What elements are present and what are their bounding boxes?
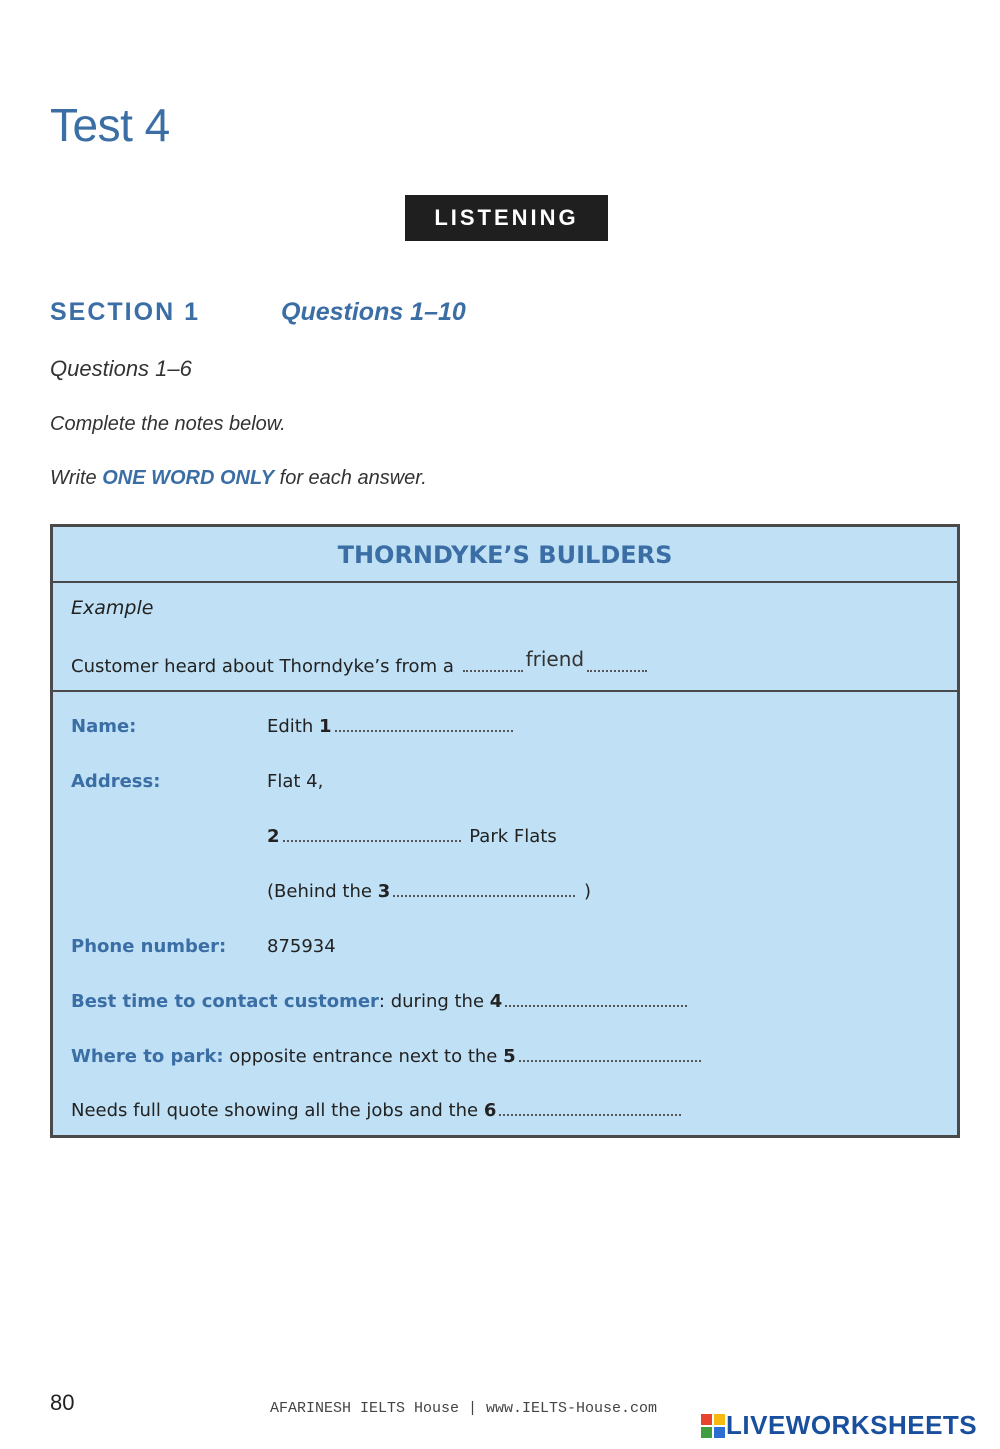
phone-value: 875934 [267, 936, 336, 957]
liveworksheets-brand: LIVEWORKSHEETS [726, 1410, 978, 1440]
example-row [71, 647, 650, 677]
address-line-1: Flat 4, [267, 771, 324, 792]
example-dots-right [587, 656, 647, 672]
notes-box [50, 524, 960, 1138]
title-divider [53, 581, 957, 583]
answer-blank-3[interactable] [393, 881, 575, 897]
park-text: opposite entrance next to the [223, 1046, 498, 1067]
example-dots-left [463, 656, 523, 672]
liveworksheets-logo-icon [700, 1413, 726, 1439]
example-label: Example [71, 597, 154, 619]
question-5-number: 5 [503, 1046, 516, 1067]
answer-blank-4[interactable] [505, 991, 687, 1007]
address-label: Address: [71, 771, 161, 792]
address-line-3-post: ) [583, 881, 591, 902]
notes-title: THORNDYKE’S BUILDERS [337, 541, 673, 569]
instruction-word-limit-pre: Write [50, 467, 103, 489]
page-title: Test 4 [50, 99, 170, 151]
phone-label: Phone number: [71, 936, 227, 957]
address-line-2 [267, 826, 557, 847]
address-line-3 [267, 881, 591, 902]
contact-label: Best time to contact customer [71, 991, 379, 1012]
example-answer: friend [525, 647, 585, 671]
listening-badge: LISTENING [405, 195, 608, 241]
name-value: Edith [267, 716, 314, 737]
liveworksheets-logo [700, 1410, 977, 1441]
park-label: Where to park: [71, 1046, 224, 1067]
example-text: Customer heard about Thorndyke’s from a [71, 656, 454, 677]
park-row [71, 1046, 704, 1067]
name-row [267, 716, 516, 737]
instruction-complete-notes: Complete the notes below. [50, 413, 286, 435]
address-line-2-post: Park Flats [469, 826, 557, 847]
instruction-word-limit [50, 467, 427, 490]
instruction-word-limit-post: for each answer. [274, 467, 427, 489]
footer-credit: AFARINESH IELTS House | www.IELTS-House.com [270, 1400, 658, 1417]
address-line-3-pre: (Behind the [267, 881, 372, 902]
question-6-number: 6 [483, 1100, 497, 1121]
section-questions-range: Questions 1–10 [281, 298, 466, 326]
name-label: Name: [71, 716, 137, 737]
instruction-word-limit-highlight: ONE WORD ONLY [102, 467, 275, 489]
page-number: 80 [50, 1390, 75, 1415]
section-label: SECTION 1 [50, 298, 200, 326]
quote-text: Needs full quote showing all the jobs and the [71, 1100, 479, 1121]
quote-row [71, 1100, 684, 1121]
contact-row [71, 991, 690, 1012]
question-2-number: 2 [267, 826, 280, 847]
answer-blank-2[interactable] [283, 826, 461, 842]
question-4-number: 4 [489, 991, 503, 1012]
question-3-number: 3 [377, 881, 391, 902]
sub-questions-heading: Questions 1–6 [50, 356, 192, 381]
answer-blank-6[interactable] [499, 1100, 681, 1116]
question-1-number: 1 [319, 716, 332, 737]
answer-blank-1[interactable] [335, 716, 513, 732]
contact-text: : during the [378, 991, 485, 1012]
answer-blank-5[interactable] [519, 1046, 701, 1062]
example-divider [53, 690, 957, 692]
